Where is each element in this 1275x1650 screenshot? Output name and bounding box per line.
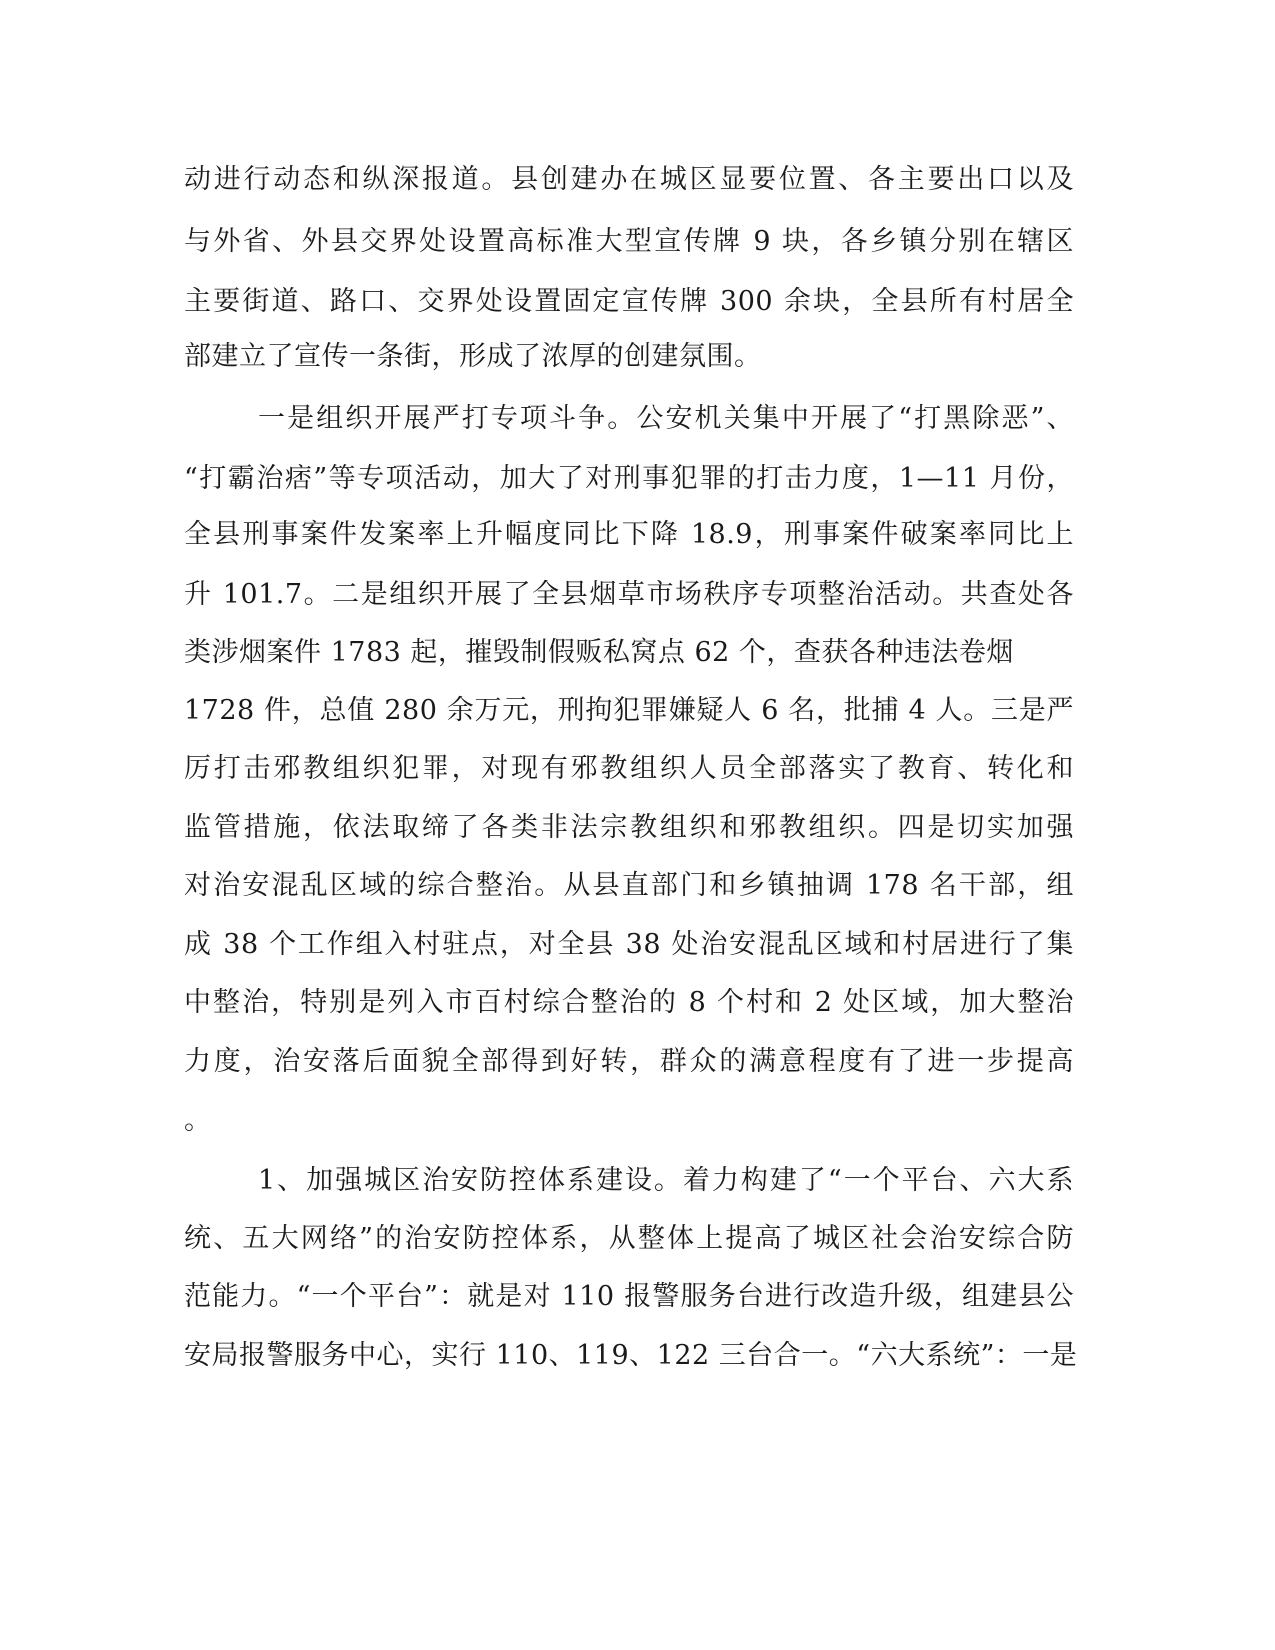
text-line: 部建立了宣传一条街，形成了浓厚的创建氛围。 (184, 341, 762, 372)
text-line: 厉打击邪教组织犯罪，对现有邪教组织人员全部落实了教育、转化和 (184, 753, 1074, 784)
text-line: “打霸治痞”等专项活动，加大了对刑事犯罪的打击力度，1—11 月份， (184, 463, 1074, 494)
text-line: 。 (184, 1105, 212, 1136)
text-line: 主要街道、路口、交界处设置固定宣传牌 300 余块，全县所有村居全 (184, 286, 1074, 317)
text-line: 类涉烟案件 1783 起，摧毁制假贩私窝点 62 个，查获各种违法卷烟 (184, 637, 1014, 668)
text-line: 安局报警服务中心，实行 110、119、122 三台合一。“六大系统”：一是 (184, 1340, 1078, 1371)
text-line: 升 101.7。二是组织开展了全县烟草市场秩序专项整治活动。共查处各 (184, 579, 1074, 610)
text-line: 一是组织开展严打专项斗争。公安机关集中开展了“打黑除恶”、 (258, 403, 1074, 434)
text-line: 对治安混乱区域的综合整治。从县直部门和乡镇抽调 178 名干部，组 (184, 870, 1074, 901)
text-line: 统、五大网络”的治安防控体系，从整体上提高了城区社会治安综合防 (184, 1223, 1074, 1254)
text-line: 全县刑事案件发案率上升幅度同比下降 18.9，刑事案件破案率同比上 (184, 519, 1074, 550)
text-line: 成 38 个工作组入村驻点，对全县 38 处治安混乱区域和村居进行了集 (184, 929, 1074, 960)
text-line: 力度，治安落后面貌全部得到好转，群众的满意程度有了进一步提高 (184, 1046, 1074, 1077)
text-line: 与外省、外县交界处设置高标准大型宣传牌 9 块，各乡镇分别在辖区 (184, 226, 1074, 257)
text-line: 范能力。“一个平台”：就是对 110 报警服务台进行改造升级，组建县公 (184, 1281, 1074, 1312)
text-line: 中整治，特别是列入市百村综合整治的 8 个村和 2 处区域，加大整治 (184, 987, 1074, 1018)
text-line: 动进行动态和纵深报道。县创建办在城区显要位置、各主要出口以及 (184, 164, 1074, 195)
text-line: 监管措施，依法取缔了各类非法宗教组织和邪教组织。四是切实加强 (184, 812, 1074, 843)
text-line: 1728 件，总值 280 余万元，刑拘犯罪嫌疑人 6 名，批捕 4 人。三是严 (184, 695, 1074, 726)
text-line: 1、加强城区治安防控体系建设。着力构建了“一个平台、六大系 (258, 1165, 1074, 1196)
